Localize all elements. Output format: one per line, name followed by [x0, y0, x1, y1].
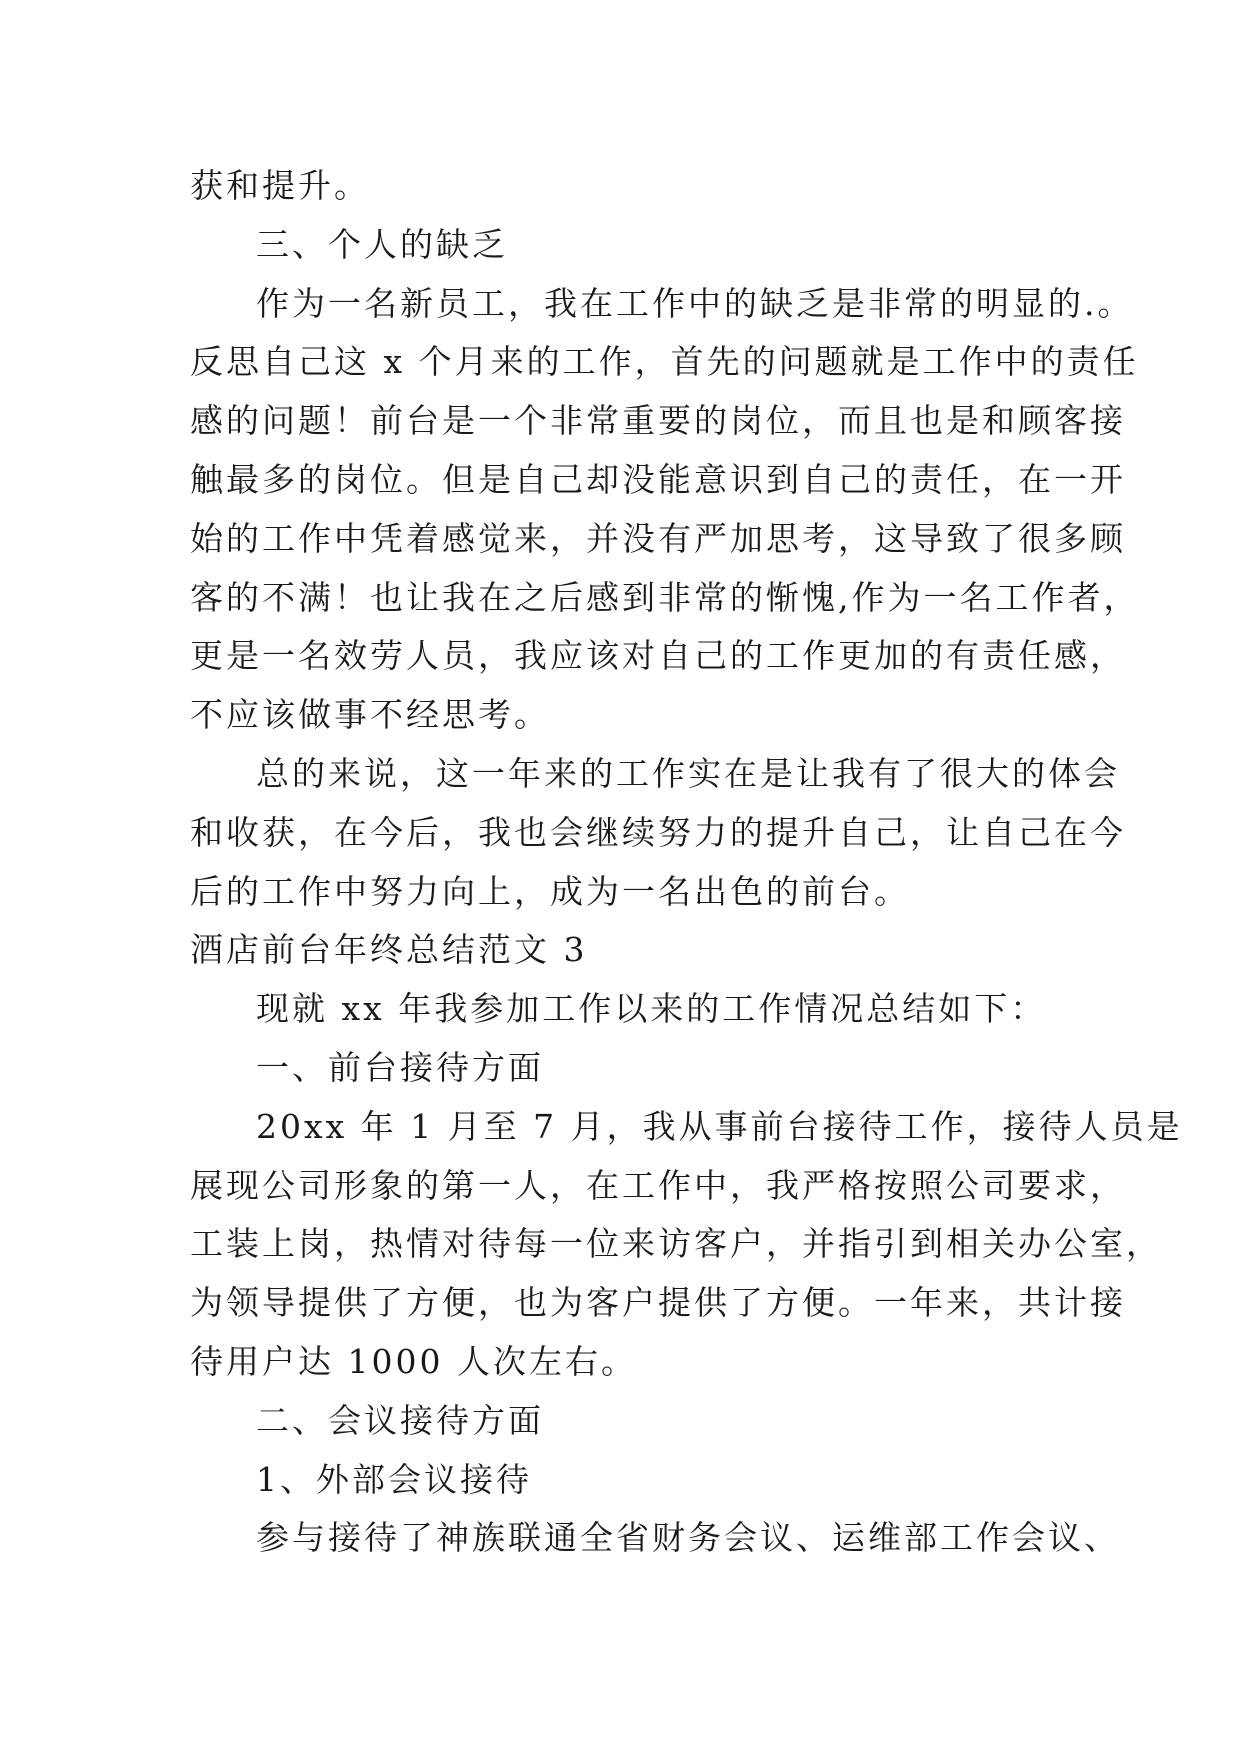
text-line: 总的来说，这一年来的工作实在是让我有了很大的体会 — [256, 753, 1120, 793]
text-line: 始的工作中凭着感觉来，并没有严加思考，这导致了很多顾 — [190, 518, 1126, 558]
text-line: 20xx 年 1 月至 7 月，我从事前台接待工作，接待人员是 — [256, 1106, 1183, 1146]
text-line: 反思自己这 x 个月来的工作，首先的问题就是工作中的责任 — [190, 342, 1139, 382]
text-line: 客的不满！也让我在之后感到非常的惭愧,作为一名工作者， — [190, 577, 1140, 617]
text-line: 和收获，在今后，我也会继续努力的提升自己，让自己在今 — [190, 812, 1126, 852]
text-line: 参与接待了神族联通全省财务会议、运维部工作会议、 — [256, 1518, 1120, 1558]
text-line: 作为一名新员工，我在工作中的缺乏是非常的明显的.。 — [256, 283, 1134, 323]
text-line: 不应该做事不经思考。 — [190, 695, 550, 735]
section-heading: 一、前台接待方面 — [256, 1047, 544, 1087]
document-section-title: 酒店前台年终总结范文 3 — [190, 930, 588, 970]
document-body — [190, 157, 1183, 1568]
text-line: 获和提升。 — [190, 166, 370, 205]
text-line: 触最多的岗位。但是自己却没能意识到自己的责任，在一开 — [190, 459, 1126, 499]
subsection-heading: 1、外部会议接待 — [256, 1459, 532, 1499]
text-line: 为领导提供了方便，也为客户提供了方便。一年来，共计接 — [190, 1283, 1126, 1323]
text-line: 现就 xx 年我参加工作以来的工作情况总结如下： — [256, 989, 1047, 1029]
text-line: 待用户达 1000 人次左右。 — [190, 1341, 637, 1381]
text-line: 展现公司形象的第一人，在工作中，我严格按照公司要求， — [190, 1165, 1126, 1205]
section-heading: 三、个人的缺乏 — [256, 224, 508, 264]
text-line: 感的问题！前台是一个非常重要的岗位，而且也是和顾客接 — [190, 401, 1126, 441]
section-heading: 二、会议接待方面 — [256, 1400, 544, 1440]
text-line: 更是一名效劳人员，我应该对自己的工作更加的有责任感， — [190, 636, 1126, 676]
text-line: 后的工作中努力向上，成为一名出色的前台。 — [190, 871, 910, 911]
text-line: 工装上岗，热情对待每一位来访客户，并指引到相关办公室， — [190, 1224, 1162, 1264]
